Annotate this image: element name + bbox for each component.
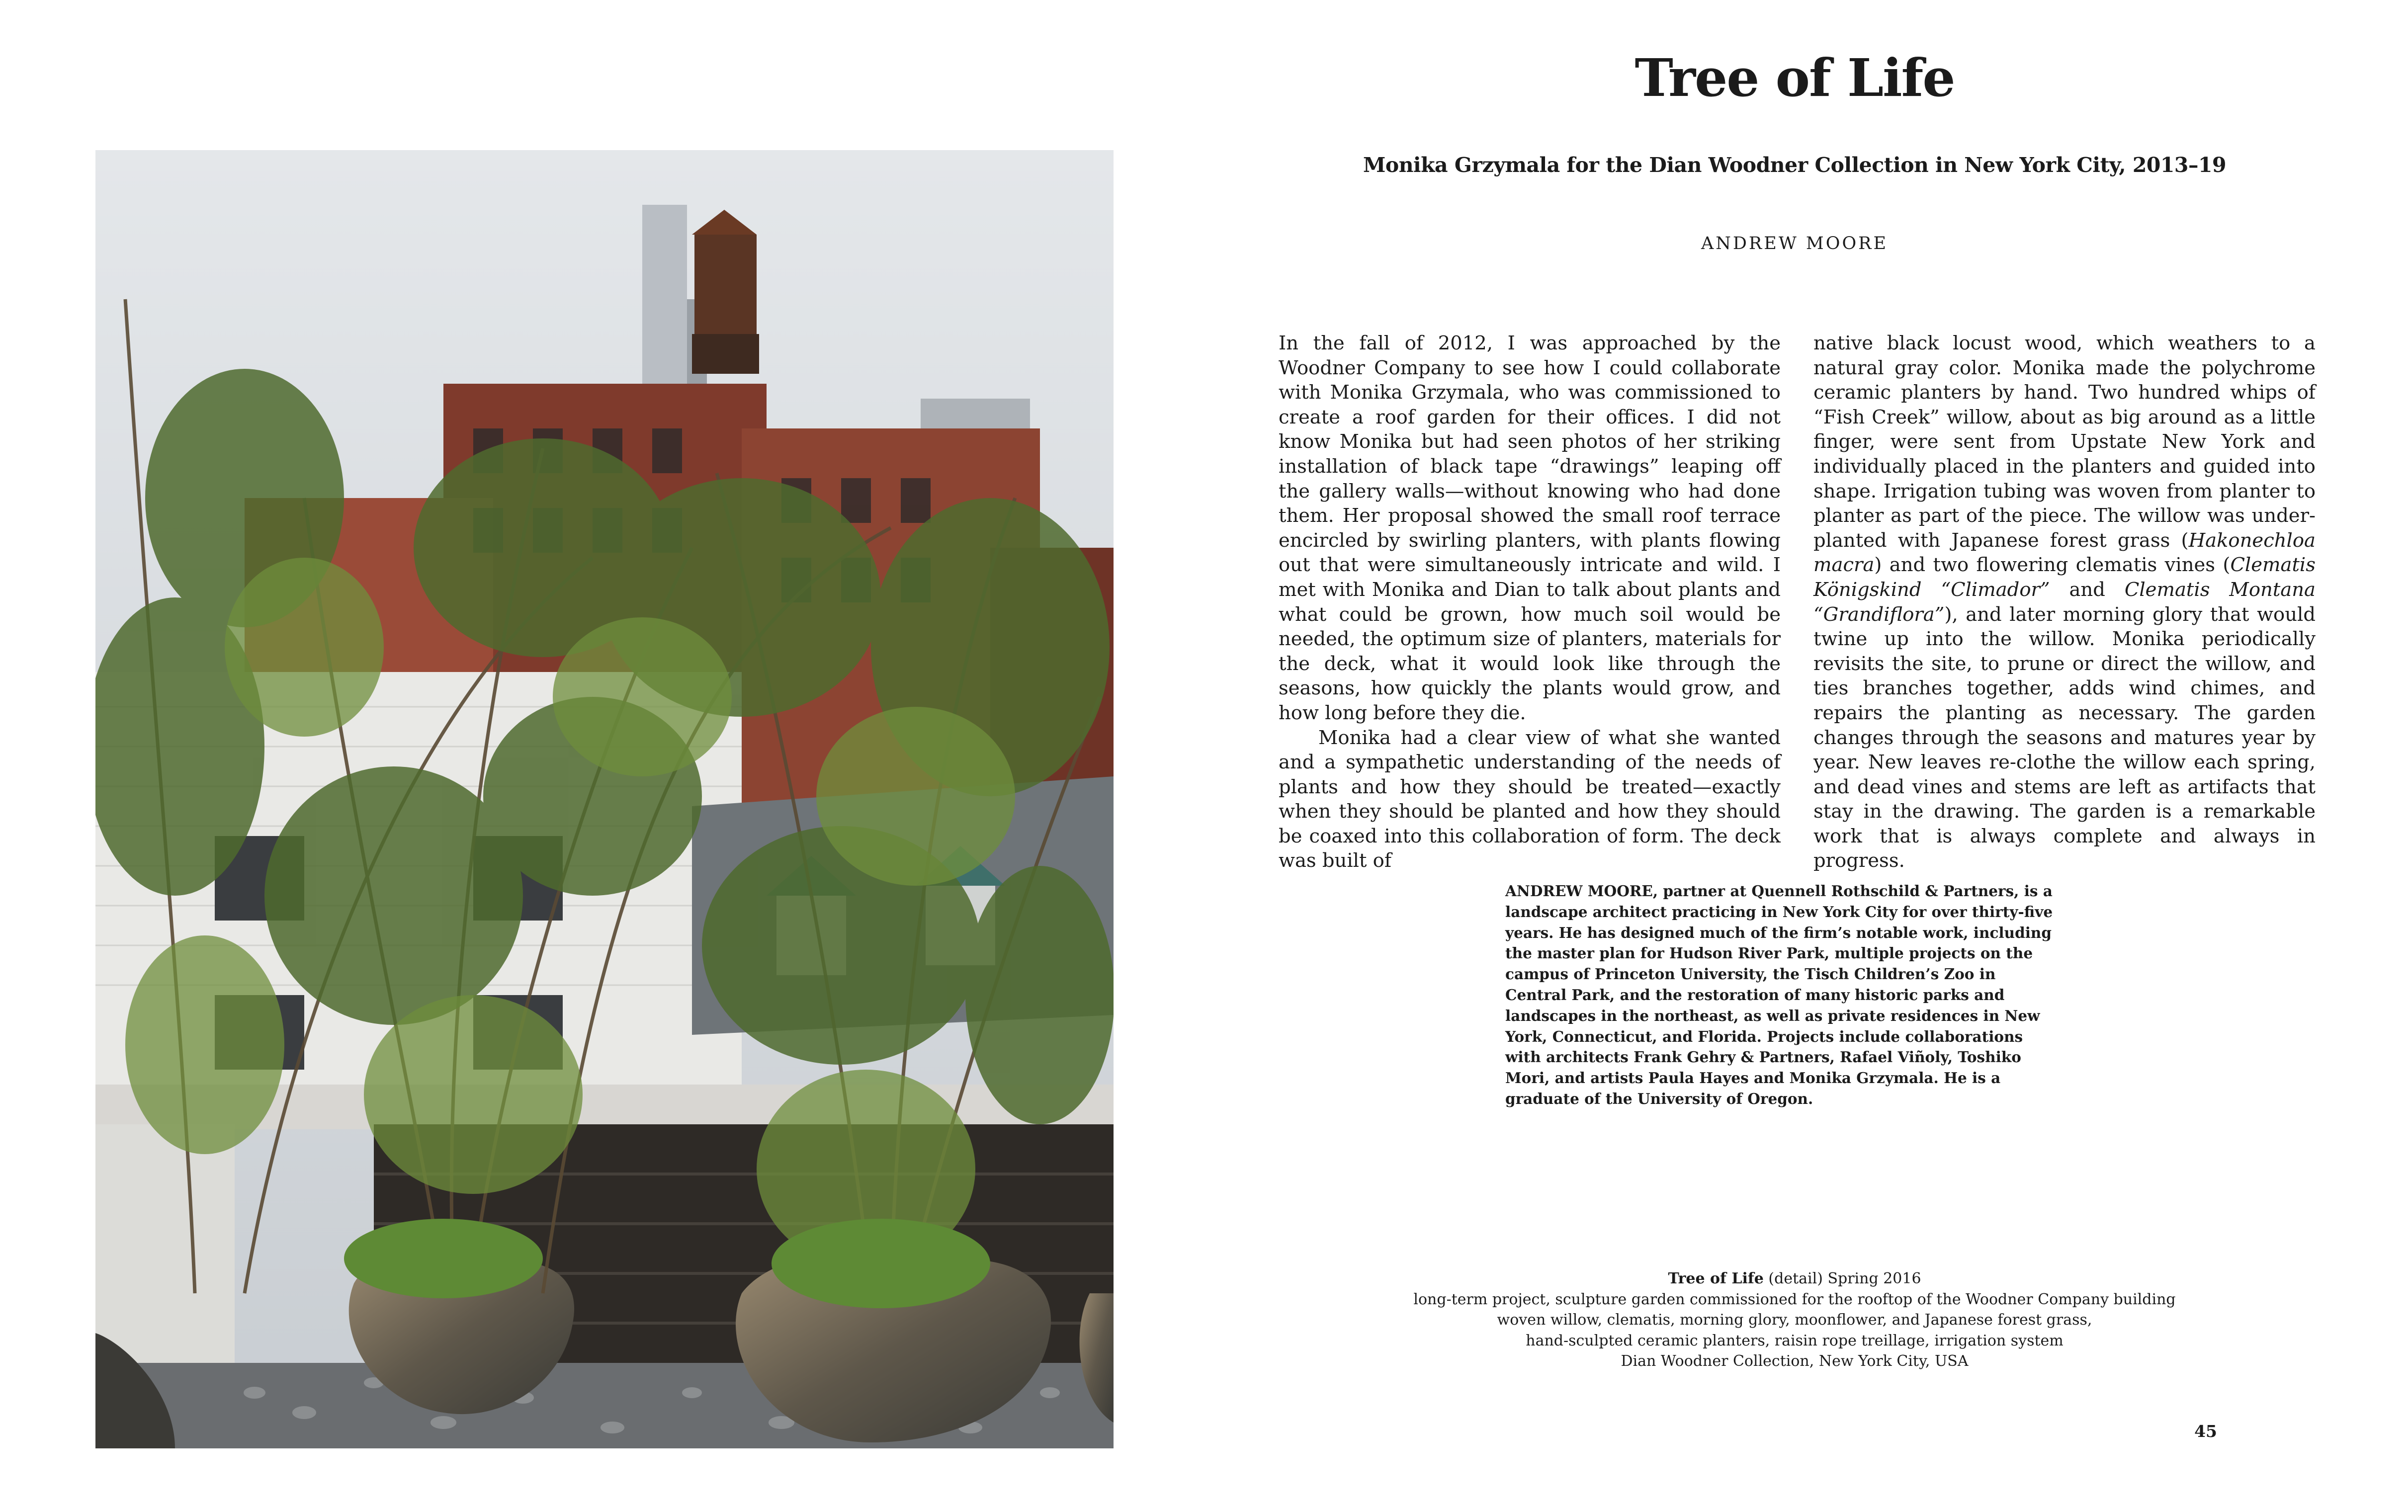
rooftop-garden-photo bbox=[95, 150, 1114, 1448]
article-subtitle: Monika Grzymala for the Dian Woodner Collection in New York City, 2013–19 bbox=[1363, 153, 2227, 177]
page-number: 45 bbox=[2194, 1422, 2217, 1441]
article-title: Tree of Life bbox=[1634, 47, 1955, 108]
caption-line: woven willow, clematis, morning glory, moonflower, and Japanese forest grass, bbox=[1497, 1311, 2092, 1329]
body-paragraph: In the fall of 2012, I was approached by the Woodner Company to see how I could collaborate with Monika Grzymala, who was commissioned to create a roof garden for their offices. I did not know Monika but had seen photos of her striking installation of black tape “drawings” leaping off the gallery walls—without knowing who had done them. Her proposal showed the small roof terrace encircled by swirling planters, with plants flowing out that were simultaneously intricate and wild. I met with Monika and Dian to talk about plants and what could be grown, how much soil would be needed, the optimum size of planters, materials for the deck, what it would look like through the seasons, how quickly the plants would grow, and how long before they die. bbox=[1279, 332, 1781, 724]
plant-name: Hakonechloa macra bbox=[1813, 529, 2316, 577]
caption-title-line bbox=[1412, 1268, 2177, 1289]
author-bio bbox=[1505, 881, 2057, 1109]
bio-text: , partner at Quennell Rothschild & Partners, is a landscape architect practicing in New York City for over thirty-five years. He has designed much of the firm’s notable work, including the master plan for Hudson River Park, multiple projects on the campus of Princeton University, the Tisch Children’s Zoo in Central Park, and the restoration of many historic parks and landscapes in the northeast, as well as private residences in New York, Connecticut, and Florida. Projects include collaborations with architects Frank Gehry & Partners, Rafael Viñoly, Toshiko Mori, and artists Paula Hayes and Monika Grzymala. He is a graduate of the University of Oregon. bbox=[1505, 882, 2053, 1107]
body-column-left bbox=[1279, 331, 1781, 873]
body-paragraph bbox=[1813, 331, 2316, 873]
body-column-right bbox=[1813, 331, 2316, 873]
body-text: ), and later morning glory that would twine up into the willow. Monika periodically revisits the site, to prune or direct the willow, and ties branches together, adds wind chimes, and repairs the planting as necessary. The garden changes through the seasons and matures year by year. New leaves re-clothe the willow each spring, and dead vines and stems are left as artifacts that stay in the drawing. The garden is a remarkable work that is always complete and always in progress. bbox=[1813, 603, 2316, 872]
plant-name: Clematis Königskind “Climador” bbox=[1813, 554, 2316, 601]
caption-detail: (detail) Spring 2016 bbox=[1763, 1270, 1921, 1287]
body-text: and bbox=[2050, 578, 2125, 601]
caption-title: Tree of Life bbox=[1668, 1270, 1764, 1287]
body-text: ) and two flowering clematis vines ( bbox=[1874, 554, 2231, 577]
garden-illustration bbox=[95, 150, 1114, 1448]
article-author: ANDREW MOORE bbox=[1701, 234, 1889, 253]
image-caption bbox=[1412, 1268, 2177, 1372]
caption-line: Dian Woodner Collection, New York City, USA bbox=[1621, 1352, 1969, 1370]
plant-name: Clematis Montana “Grandiflora” bbox=[1813, 578, 2316, 626]
bio-name: ANDREW MOORE bbox=[1505, 882, 1653, 900]
body-text: native black locust wood, which weathers to a natural gray color. Monika made the polychrome ceramic planters by hand. Two hundred whips of “Fish Creek” willow, about as big around as a little finger, were sent from Upstate New York and individually placed in the planters and guided into shape. Irrigation tubing was woven from planter to planter as part of the piece. The willow was under-planted with Japanese forest grass ( bbox=[1813, 332, 2316, 552]
body-paragraph: Monika had a clear view of what she wanted and a sympathetic understanding of the needs of plants and how they should be treated—exactly when they should be planted and how they should be coaxed into this collaboration of form. The deck was built of bbox=[1279, 726, 1781, 872]
caption-line: hand-sculpted ceramic planters, raisin rope treillage, irrigation system bbox=[1526, 1332, 2064, 1349]
caption-line: long-term project, sculpture garden commissioned for the rooftop of the Woodner Company building bbox=[1413, 1290, 2176, 1308]
